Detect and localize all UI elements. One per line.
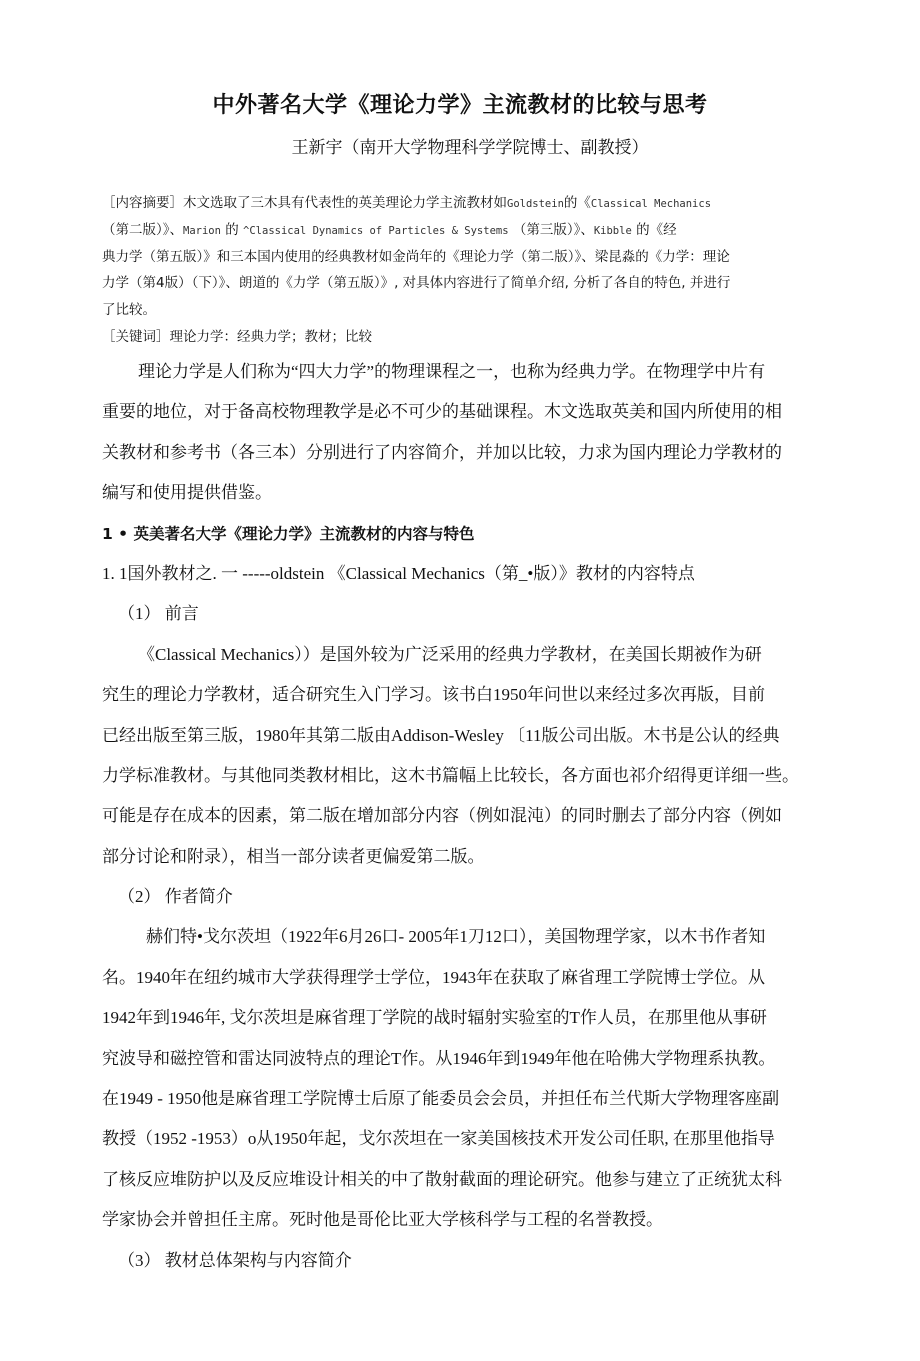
paragraph-line: 究波导和磁控管和雷达同波特点的理论T作。从1946年到1949年他在哈佛大学物理系执教。 <box>102 1048 776 1068</box>
paragraph-line: 可能是存在成本的因素，第二版在增加部分内容（例如混沌）的同时删去了部分内容（例如 <box>102 806 782 826</box>
paragraph-line: 力学标准教材。与其他同类教材相比，这木书篇幅上比较长，各方面也祁介绍得更详细一些。 <box>102 765 799 785</box>
body-text <box>102 352 822 1281</box>
paragraph-line: 部分讨论和附录），相当一部分读者更偏爱第二版。 <box>102 846 485 866</box>
subheading: （2） 作者简介 <box>118 887 233 907</box>
paragraph-line: 已经出版至第三版，1980年其第二版由Addison-Wesley 〔11版公司出版。木书是公认的经典 <box>102 725 780 745</box>
latin-text: Marion <box>183 224 221 237</box>
subheading: （1） 前言 <box>118 604 199 624</box>
latin-text: ^Classical Dynamics of Particles & Systems <box>243 224 509 237</box>
paragraph-line: 名。1940年在纽约城市大学获得理学士学位，1943年在获取了麻省理工学院博士学位。从 <box>102 967 765 987</box>
abstract-line: 了比较。 <box>102 302 156 319</box>
paragraph-line: 在1949 - 1950他是麻省理工学院博士后原了能委员会会员，并担任布兰代斯大学物理客座副 <box>102 1089 780 1109</box>
paragraph-line: 编写和使用提供借鉴。 <box>102 483 272 503</box>
abstract-line: ［内容摘要］木文选取了三木具有代表性的英美理论力学主流教材如Goldstein的《Classical Mechanics <box>102 195 712 211</box>
paragraph-line: 赫们特•戈尔茨坦（1922年6月26口- 2005年1刀12口），美国物理学家，以木书作者知 <box>146 927 766 947</box>
paragraph-line: 了核反应堆防护以及反应堆设计相关的中了散射截面的理论研究。他参与建立了正统犹太科 <box>102 1169 782 1189</box>
subheading: （3） 教材总体架构与内容简介 <box>118 1250 352 1270</box>
author-line: 王新宇（南开大学物理科学学院博士、副教授） <box>291 138 649 157</box>
paragraph-line: 教授（1952 -1953）o从1950年起，戈尔茨坦在一家美国核技术开发公司任职, 在那里他指导 <box>102 1129 775 1149</box>
section-heading: 1 • 英美著名大学《理论力学》主流教材的内容与特色 <box>102 524 475 543</box>
paragraph-line: 学家协会并曾担任主席。死时他是哥伦比亚大学核科学与工程的名誉教授。 <box>102 1210 663 1230</box>
paragraph-line: 究生的理论力学教材，适合研究生入门学习。该书白1950年问世以来经过多次再版，目前 <box>102 685 765 705</box>
abstract-line: 典力学（第五版）》和三本国内使用的经典教材如金尚年的《理论力学（第二版）》、梁昆淼的《力学：理论 <box>102 248 730 265</box>
abstract-line: 力学（第4版）（下）》、朗道的《力学（第五版）》, 对具体内容进行了简单介绍, 分析了各自的特色, 并进行 <box>102 275 731 292</box>
paragraph-line: 关教材和参考书（各三本）分别进行了内容简介，并加以比较，力求为国内理论力学教材的 <box>102 442 782 462</box>
paragraph-line: 《Classical Mechanics））是国外较为广泛采用的经典力学教材，在美国长期被作为研 <box>138 644 762 664</box>
abstract-block <box>102 190 822 351</box>
keywords-line: ［关键词］理论力学：经典力学；教材；比较 <box>102 328 372 345</box>
latin-text: Goldstein <box>507 198 564 210</box>
latin-text: Classical Mechanics <box>590 198 712 210</box>
paragraph-line: 理论力学是人们称为“四大力学”的物理课程之一，也称为经典力学。在物理学中片有 <box>138 362 766 381</box>
paragraph-line: 重要的地位，对于备高校物理教学是必不可少的基础课程。木文选取英美和国内所使用的相 <box>102 402 782 422</box>
document-title: 中外著名大学《理论力学》主流教材的比较与思考 <box>212 93 708 118</box>
latin-text: Kibble <box>593 224 632 237</box>
abstract-line: （第二版）》、Marion 的 ^Classical Dynamics of Particles & Systems （第三版）》、Kibble 的《经 <box>102 221 677 238</box>
paragraph-line: 1942年到1946年, 戈尔茨坦是麻省理丁学院的战时辐射实验室的T作人员，在那里他从事研 <box>102 1008 767 1028</box>
subsection-heading: 1. 1国外教材之. 一 -----oldstein 《Classical Mechanics（第_•版）》教材的内容特点 <box>102 563 695 583</box>
